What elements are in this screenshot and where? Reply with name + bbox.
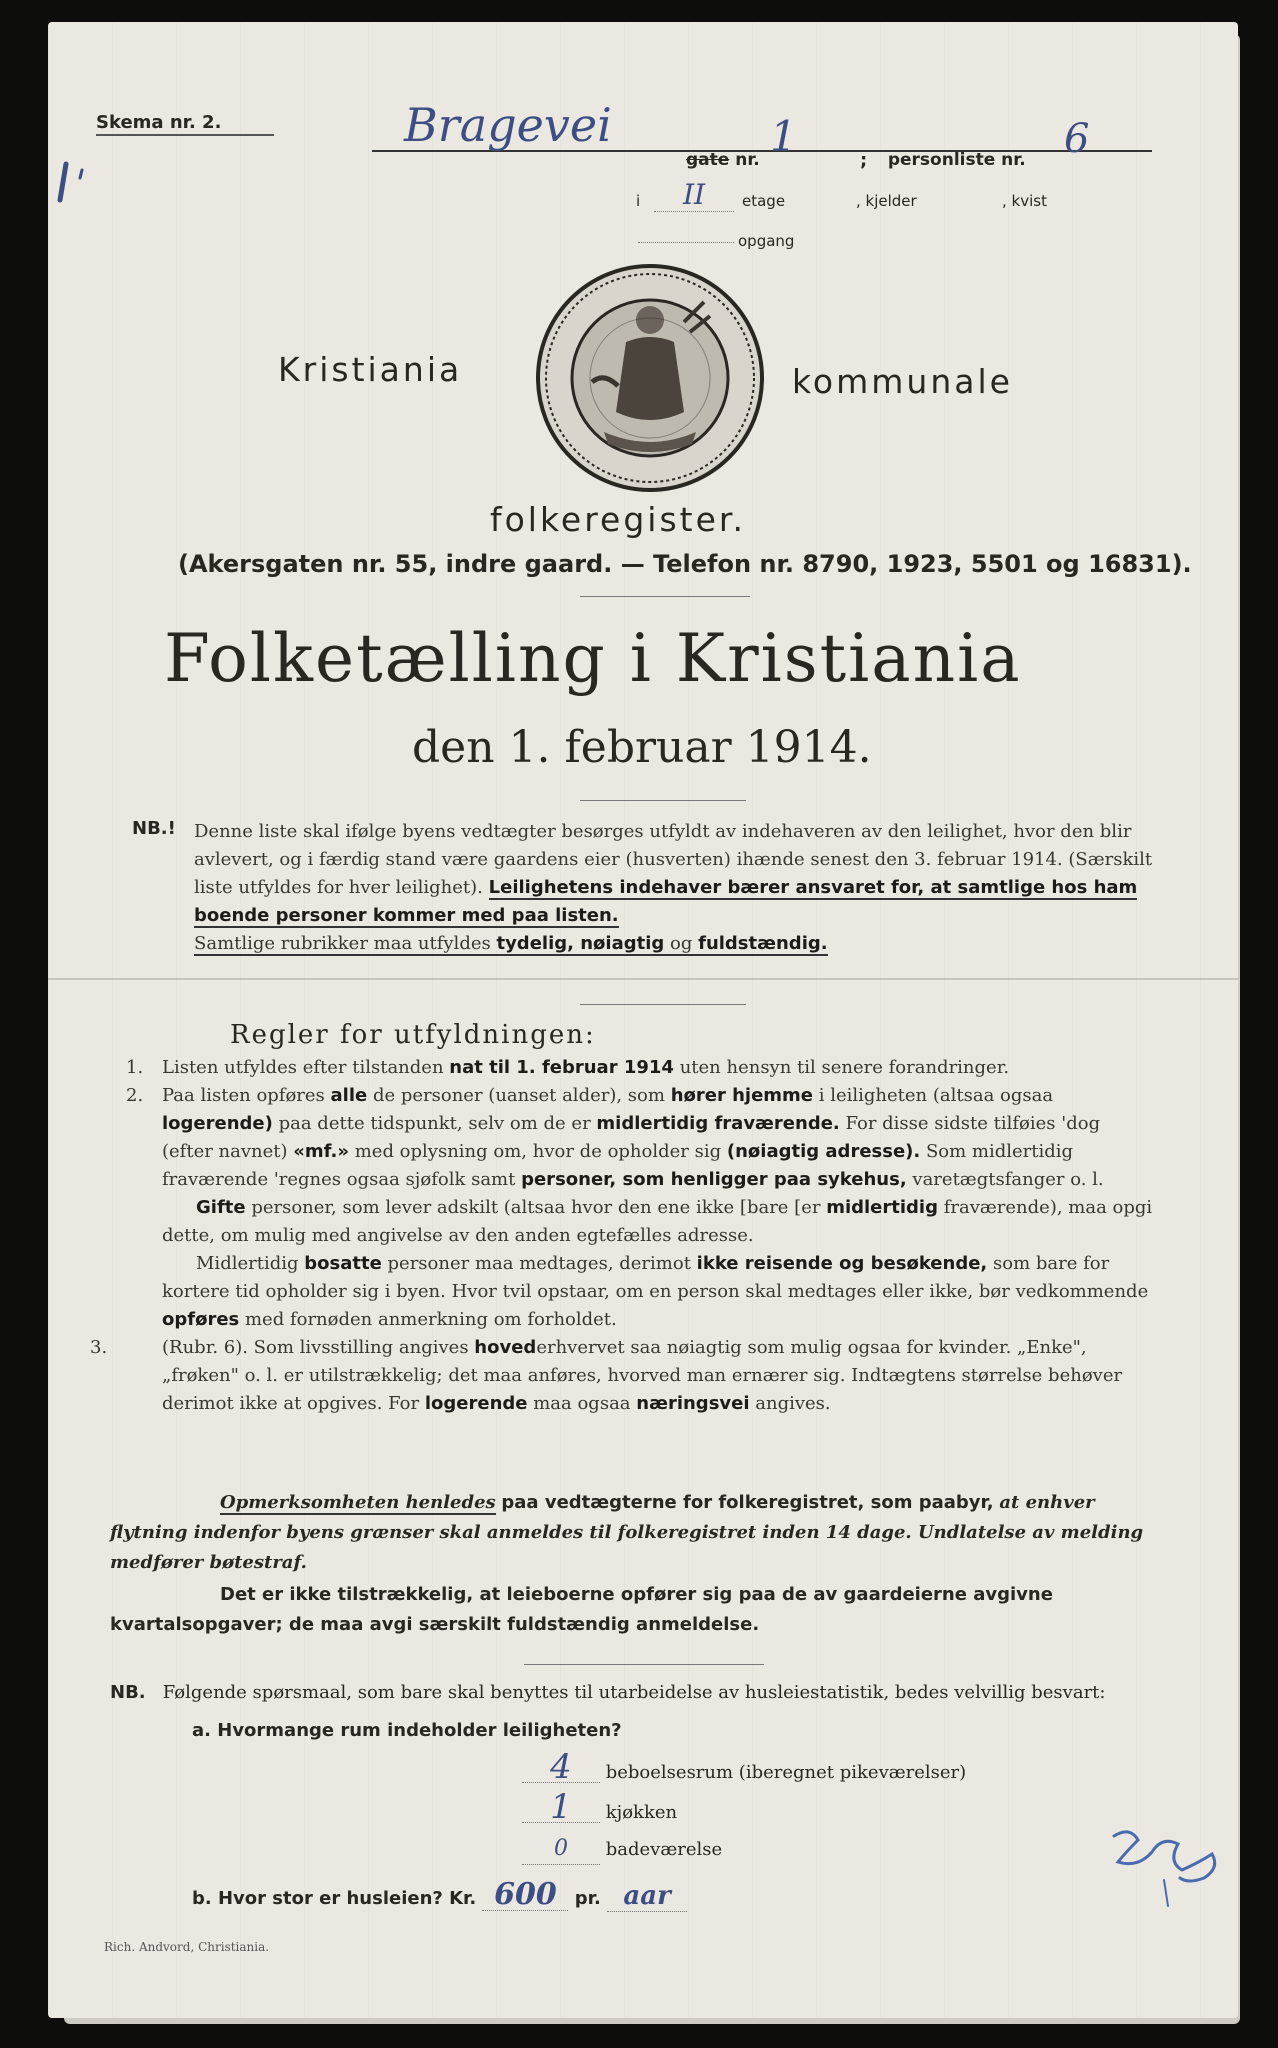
form-number: Skema nr. 2. xyxy=(96,112,222,133)
address-separator: ; xyxy=(860,150,868,171)
form-number-underline xyxy=(96,134,274,136)
rooms-value[interactable]: 4 xyxy=(522,1752,600,1783)
street-handwritten[interactable]: Bragevei xyxy=(404,98,612,152)
rule-1: 1. Listen utfyldes efter tilstanden nat til 1. februar 1914 uten hensyn til senere forandringer. xyxy=(126,1057,1010,1078)
divider xyxy=(580,800,746,801)
page-title: Folketælling i Kristiania xyxy=(164,620,1022,697)
rule-3: 3. (Rubr. 6). Som livsstilling angives hovederhvervet saa nøiagtig som mulig ogsaa for kvinder. „Enke", „frøken" o. l. er utilstrækkelig; det maa anføres, hvorved man ernærer sig. Indtægtens størrelse behøver derimot ikke at opgives. For logerende maa ogsaa næringsvei angives. xyxy=(90,1337,1123,1414)
kjelder-label: , kjelder xyxy=(856,192,917,210)
ink-mark-icon xyxy=(52,160,92,208)
bath-row: 0 badeværelse xyxy=(522,1834,722,1865)
statistics-intro: NB. Følgende spørsmaal, som bare skal benyttes til utarbeidelse av husleiestatistik, bedes velvillig besvart: xyxy=(110,1682,1106,1703)
divider xyxy=(580,596,750,597)
rent-value[interactable]: 600 xyxy=(482,1880,568,1911)
divider xyxy=(580,1004,746,1005)
rooms-row: 4 beboelsesrum (iberegnet pikeværelser) xyxy=(522,1752,966,1783)
header-left: Kristiania xyxy=(278,350,463,389)
rent-unit-value[interactable]: aar xyxy=(607,1881,687,1912)
paper-fold xyxy=(48,978,1238,980)
rules-heading: Regler for utfyldningen: xyxy=(230,1020,596,1050)
bath-value[interactable]: 0 xyxy=(522,1834,600,1865)
header-right: kommunale xyxy=(792,362,1013,401)
rule-2-gifte: Gifte personer, som lever adskilt (altsaa hvor den ene ikke [bare [er midlertidig fraværende), maa opgi dette, om mulig med angivelse av den anden egtefælles adresse. xyxy=(162,1197,1153,1246)
etage-label: etage xyxy=(742,192,786,210)
blue-ink-scribble-icon xyxy=(1108,1822,1228,1912)
personliste-number-handwritten[interactable]: 6 xyxy=(1064,116,1090,162)
attention-paragraph: Opmerksomheten henledes paa vedtægterne for folkeregistret, som paabyr, at enhver flytning indenfor byens grænser skal anmeldes til folkeregistret inden 14 dage. Undlatelse av melding medfører bøtestraf. xyxy=(110,1492,1144,1573)
office-address: (Akersgaten nr. 55, indre gaard. — Telefon nr. 8790, 1923, 5501 og 16831). xyxy=(178,550,1192,578)
printer-imprint: Rich. Andvord, Christiania. xyxy=(104,1940,270,1954)
personliste-label: personliste nr. xyxy=(887,150,1026,170)
question-a: a. Hvormange rum indeholder leiligheten? xyxy=(192,1720,622,1741)
divider xyxy=(524,1664,764,1665)
rules-list xyxy=(90,1054,1154,1418)
kristiania-seal-icon xyxy=(534,262,766,494)
header-sub: folkeregister. xyxy=(490,500,746,539)
question-b: b. Hvor stor er husleien? Kr. 600 pr. aar xyxy=(192,1880,687,1912)
kvist-label: , kvist xyxy=(1002,192,1047,210)
kitchen-value[interactable]: 1 xyxy=(522,1792,600,1823)
opgang-field[interactable] xyxy=(638,242,734,243)
page-subtitle: den 1. februar 1914. xyxy=(412,722,872,773)
rule-2-midlertidig: Midlertidig bosatte personer maa medtages, derimot ikke reisende og besøkende, som bare for kortere tid opholder sig i byen. Hvor tvil opstaar, om en person skal medtages eller ikke, bør vedkommende opføres med fornøden anmerkning om forholdet. xyxy=(162,1253,1149,1330)
attention-note: Det er ikke tilstrækkelig, at leieboerne opfører sig paa de av gaardeierne avgivne kvartalsopgaver; de maa avgi særskilt fuldstændig anmeldelse. xyxy=(110,1584,1053,1635)
nb-paragraph: Denne liste skal ifølge byens vedtægter besørges utfyldt av indehaveren av den leilighet, hvor den blir avlevert, og i færdig stand være gaardens eier (husverten) ihænde senest den 3. februar 1914. (Særskilt liste utfyldes for hver leilighet). Leilighetens indehaver bærer ansvaret for, at samtlige hos ham boende personer kommer med paa listen. Samtlige rubrikker maa utfyldes tydelig, nøiagtig og fuldstændig. xyxy=(194,821,1153,954)
nb-label: NB.! xyxy=(132,818,176,839)
opgang-label: opgang xyxy=(738,232,795,250)
rule-2: 2. Paa listen opføres alle de personer (uanset alder), som hører hjemme i leiligheten (altsaa ogsaa logerende) paa dette tidspunkt, selv om de er midlertidig fraværende. For disse sidste tilføies 'dog (efter navnet) «mf.» med oplysning om, hvor de opholder sig (nøiagtig adresse). Som midlertidig fraværende 'regnes ogsaa sjøfolk samt personer, som henligger paa sykehus, varetægtsfanger o. l. xyxy=(126,1085,1104,1190)
gate-number-handwritten[interactable]: 1 xyxy=(770,112,797,161)
etage-handwritten[interactable]: II xyxy=(654,178,734,212)
etage-prefix: i xyxy=(636,192,641,210)
kitchen-row: 1 kjøkken xyxy=(522,1792,677,1823)
gate-label: gate nr. xyxy=(686,150,760,170)
